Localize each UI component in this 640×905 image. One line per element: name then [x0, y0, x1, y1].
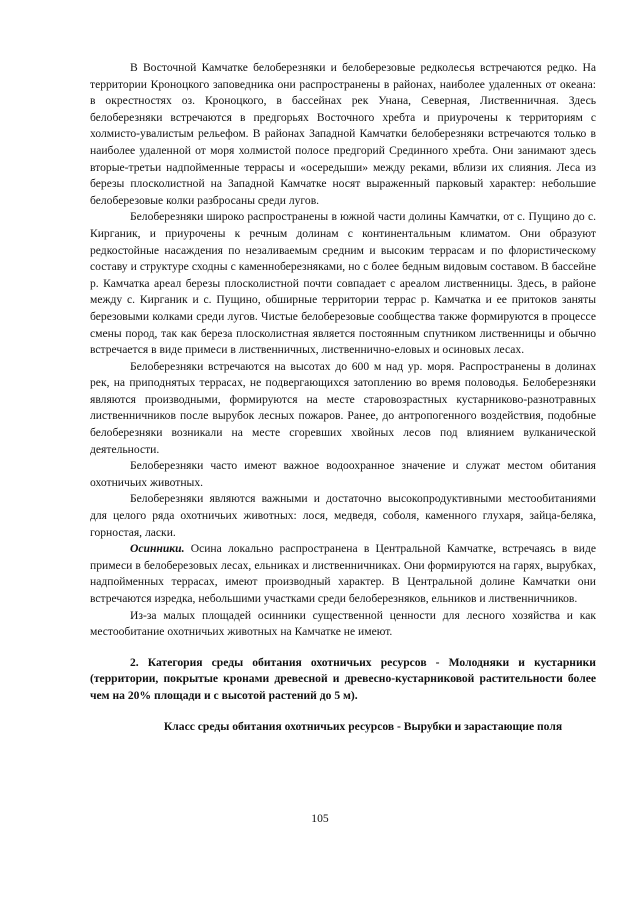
- paragraph-habitat: Белоберезняки являются важными и достаточно высокопродуктивными местообитаниями для целого ряда охотничьих животных: лося, медведя, соболя, каменного глухаря, зайца-беляка, горностая, ласки.: [90, 492, 596, 539]
- paragraph-water-protection: Белоберезняки часто имеют важное водоохранное значение и служат местом обитания охотничьих животных.: [90, 459, 596, 489]
- paragraph-aspen: [90, 541, 596, 607]
- paragraph-altitude: Белоберезняки встречаются на высотах до 600 м над ур. моря. Распространены в долинах рек, на приподнятых террасах, не подвергающихся затоплению во время половодья. Белоберезняки являются производными, формируются на месте старовозрастных кустарниково-разнотравных лиственничников после вырубок лесных пожаров. Ранее, до антропогенного воздействия, подобные белоберезняки возникали на месте сгоревших хвойных лесов под влиянием вулканической деятельности.: [90, 359, 596, 456]
- section-heading-category: 2. Категория среды обитания охотничьих ресурсов - Молодняки и кустарники (территории, покрытые кронами древесной и древесно-кустарниковой растительности более чем на 20% площади и с высотой растений до 5 м).: [90, 655, 596, 702]
- page-number: 105: [311, 812, 329, 825]
- paragraph-closing: Из-за малых площадей осинники существенной ценности для лесного хозяйства и как местообитание охотничьих животных на Камчатке не имеют.: [90, 608, 596, 639]
- aspen-text: Осина локально распространена в Центральной Камчатке, встречаясь в виде примеси в белоберезовых лесах, ельниках и лиственничниках. Они формируются на гарях, вырубках, надпойменных террасах, имеют производный характер. В Центральной долине Камчатки они встречаются изредка, небольшими участками среди белоберезняков, ельников и лиственничников.: [90, 542, 596, 605]
- aspen-lead-term: Осинники.: [130, 542, 185, 556]
- paragraph-east-kamchatka: В Восточной Камчатке белоберезняки и белоберезовые редколесья встречаются редко. На территории Кроноцкого заповедника они распространены в районах, наиболее удаленных от океана: в окрестностях оз. Кроноцкого, в бассейнах рек Унана, Северная, Лиственничная. Здесь белоберезняки встречаются в предгорьях Восточного хребта и приурочены к территориям с холмисто-увалистым рельефом. В районах Западной Камчатки белоберезняки встречаются только в наиболее удаленной от моря холмистой полосе предгорий Срединного хребта. Они занимают здесь вторые-третьи надпойменные террасы и «осередыши» между реками, вблизи их слияния. Леса из березы плосколистной на Западной Камчатке носят выраженный парковый характер: небольшие белоберезовые колки разбросаны среди лугов.: [90, 61, 596, 207]
- document-page: [90, 60, 596, 735]
- section-heading-class: Класс среды обитания охотничьих ресурсов - Вырубки и зарастающие поля: [163, 719, 563, 733]
- paragraph-kamchatka-valley: Белоберезняки широко распространены в южной части долины Камчатки, от с. Пущино до с. Кирганик, и приурочены к речным долинам с континентальным климатом. Они образуют редкостойные насаждения по незаливаемым средним и высоким террасам и по флористическому составу и структуре сходны с каменноберезняками, но с более бедным видовым составом. В бассейне р. Камчатка ареал березы плосколистной почти совпадает с ареалом лиственницы. Здесь, в районе между с. Кирганик и с. Пущино, обширные территории террас р. Камчатка и ее притоков заняты березовыми колками среди лугов. Чистые белоберезовые сообщества также формируются в процессе смены пород, так как береза плосколистная является постоянным спутником лиственницы и обычно встречается в виде примеси в лиственничных, лиственнично-еловых и осиновых лесах.: [90, 210, 596, 357]
